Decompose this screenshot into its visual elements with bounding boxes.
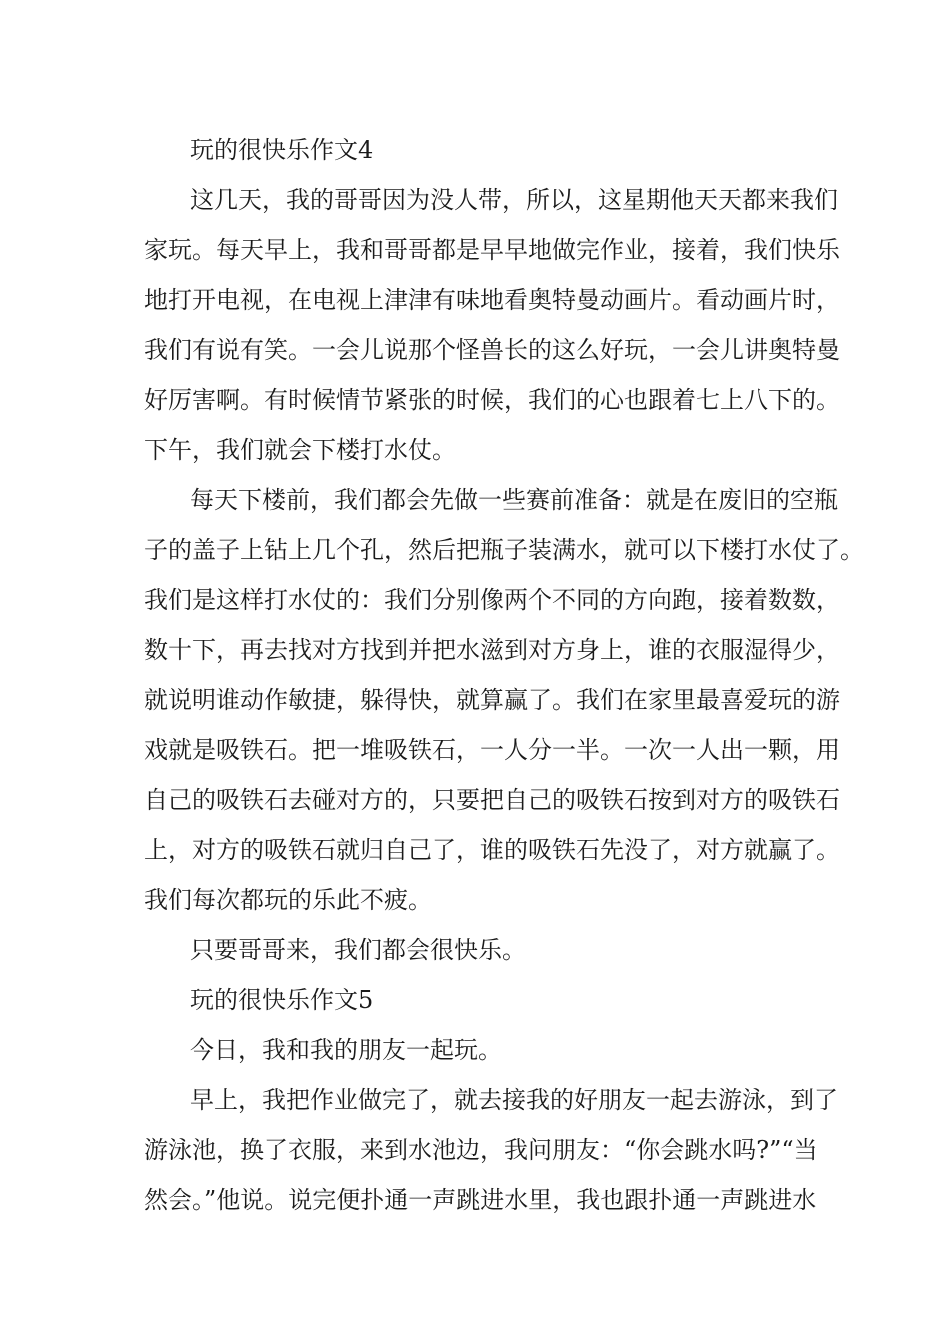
paragraph-line: 游泳池，换了衣服，来到水池边，我问朋友：“你会跳水吗?”“当 [144, 1136, 818, 1164]
paragraph-line: 自己的吸铁石去碰对方的，只要把自己的吸铁石按到对方的吸铁石 [144, 786, 840, 814]
paragraph-line: 这几天，我的哥哥因为没人带，所以，这星期他天天都来我们 [190, 186, 838, 214]
paragraph-line: 数十下，再去找对方找到并把水滋到对方身上，谁的衣服湿得少， [144, 636, 840, 664]
paragraph-line: 然会。”他说。说完便扑通一声跳进水里，我也跟扑通一声跳进水 [144, 1186, 817, 1214]
paragraph-line: 每天下楼前，我们都会先做一些赛前准备：就是在废旧的空瓶 [190, 486, 838, 514]
essay-title-5: 玩的很快乐作文5 [190, 986, 374, 1014]
paragraph-line: 上，对方的吸铁石就归自己了，谁的吸铁石先没了，对方就赢了。 [144, 836, 840, 864]
paragraph-line: 家玩。每天早上，我和哥哥都是早早地做完作业，接着，我们快乐 [144, 236, 840, 264]
essay-title-4: 玩的很快乐作文4 [190, 136, 374, 164]
paragraph-line: 早上，我把作业做完了，就去接我的好朋友一起去游泳，到了 [190, 1086, 838, 1114]
paragraph-line: 下午，我们就会下楼打水仗。 [144, 436, 456, 464]
paragraph-line: 地打开电视，在电视上津津有味地看奥特曼动画片。看动画片时， [144, 286, 840, 314]
paragraph-line: 好厉害啊。有时候情节紧张的时候，我们的心也跟着七上八下的。 [144, 386, 840, 414]
paragraph-line: 我们是这样打水仗的：我们分别像两个不同的方向跑，接着数数， [144, 586, 840, 614]
paragraph-line: 今日，我和我的朋友一起玩。 [190, 1036, 502, 1064]
paragraph-line: 戏就是吸铁石。把一堆吸铁石，一人分一半。一次一人出一颗，用 [144, 736, 840, 764]
paragraph-line: 我们有说有笑。一会儿说那个怪兽长的这么好玩，一会儿讲奥特曼 [144, 336, 840, 364]
paragraph-line: 我们每次都玩的乐此不疲。 [144, 886, 432, 914]
paragraph-line: 就说明谁动作敏捷，躲得快，就算赢了。我们在家里最喜爱玩的游 [144, 686, 840, 714]
paragraph-line: 只要哥哥来，我们都会很快乐。 [190, 936, 526, 964]
paragraph-line: 子的盖子上钻上几个孔，然后把瓶子装满水，就可以下楼打水仗了。 [144, 536, 864, 564]
